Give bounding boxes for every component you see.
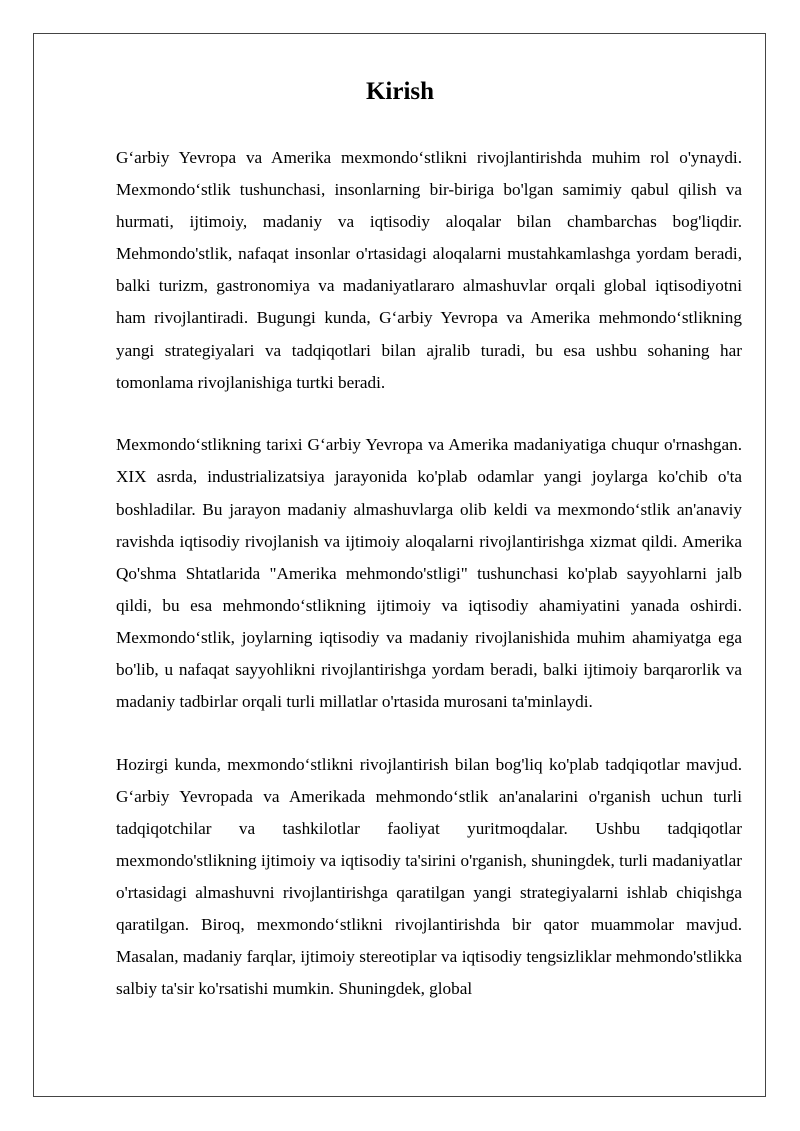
document-body: [116, 142, 742, 1036]
page-title: Kirish: [365, 78, 435, 105]
paragraph-1: G‘arbiy Yevropa va Amerika mexmondo‘stlikni rivojlantirishda muhim rol o'ynaydi. Mexmondo‘stlik tushunchasi, insonlarning bir-biriga bo'lgan samimiy qabul qilish va hurmati, ijtimoiy, madaniy va iqtisodiy aloqalar bilan chambarchas bog'liqdir. Mehmondo'stlik, nafaqat insonlar o'rtasidagi aloqalarni mustahkamlashga yordam beradi, balki turizm, gastronomiya va madaniyatlararo almashuvlar orqali global iqtisodiyotni ham rivojlantiradi. Bugungi kunda, G‘arbiy Yevropa va Amerika mehmondo‘stlikning yangi strategiyalari va tadqiqotlari bilan ajralib turadi, bu esa ushbu sohaning har tomonlama rivojlanishiga turtki beradi.: [116, 148, 742, 392]
paragraph-2: Mexmondo‘stlikning tarixi G‘arbiy Yevropa va Amerika madaniyatiga chuqur o'rnashgan. XIX asrda, industrializatsiya jarayonida ko'plab odamlar yangi joylarga ko'chib o'ta boshladilar. Bu jarayon madaniy almashuvlarga olib keldi va mexmondo‘stlik an'anaviy ravishda iqtisodiy rivojlanish va ijtimoiy aloqalarni rivojlantirishga xizmat qildi. Amerika Qo'shma Shtatlarida "Amerika mehmondo'stligi" tushunchasi ko'plab sayyohlarni jalb qildi, bu esa mehmondo‘stlikning ijtimoiy va iqtisodiy ahamiyatini yanada oshirdi. Mexmondo‘stlik, joylarning iqtisodiy va madaniy rivojlanishida muhim ahamiyatga ega bo'lib, u nafaqat sayyohlikni rivojlantirishga yordam beradi, balki ijtimoiy barqarorlik va madaniy tadbirlar orqali turli millatlar o'rtasida murosani ta'minlaydi.: [116, 435, 742, 712]
paragraph-3: Hozirgi kunda, mexmondo‘stlikni rivojlantirish bilan bog'liq ko'plab tadqiqotlar mavjud. G‘arbiy Yevropada va Amerikada mehmondo‘stlik an'analarini o'rganish uchun turli tadqiqotchilar va tashkilotlar faoliyat yuritmoqdalar. Ushbu tadqiqotlar mexmondo'stlikning ijtimoiy va iqtisodiy ta'sirini o'rganish, shuningdek, turli madaniyatlar o'rtasidagi almashuvni rivojlantirishga qaratilgan yangi strategiyalarni ishlab chiqishga qaratilgan. Biroq, mexmondo‘stlikni rivojlantirishda bir qator muammolar mavjud. Masalan, madaniy farqlar, ijtimoiy stereotiplar va iqtisodiy tengsizliklar mehmondo'stlikka salbiy ta'sir ko'rsatishi mumkin. Shuningdek, global: [116, 754, 742, 999]
